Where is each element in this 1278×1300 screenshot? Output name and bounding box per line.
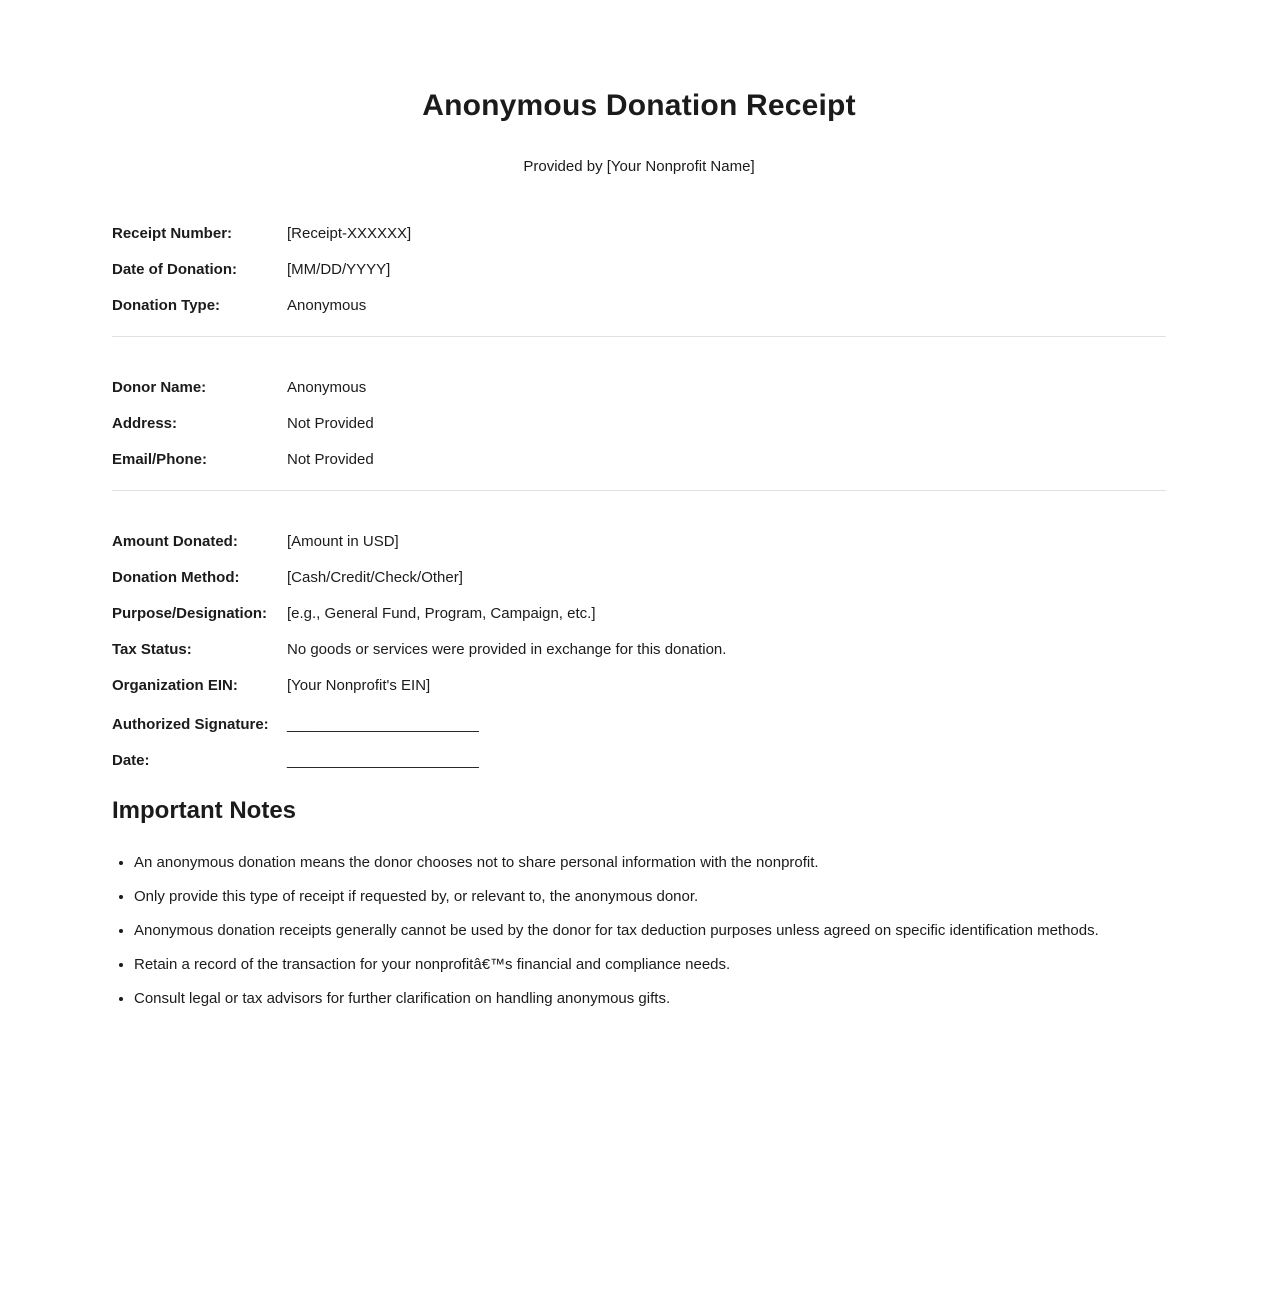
- field-value: [Cash/Credit/Check/Other]: [287, 569, 463, 586]
- field-value: [MM/DD/YYYY]: [287, 261, 391, 278]
- field-row-receipt-number: [112, 223, 1166, 244]
- notes-heading: Important Notes: [112, 797, 297, 824]
- field-row-donation-method: [112, 567, 1166, 588]
- field-row-email-phone: [112, 449, 1166, 470]
- note-item: • Anonymous donation receipts generally cannot be used by the donor for tax deduction purposes unless agreed on specific identification methods.: [134, 920, 1166, 941]
- field-value: Not Provided: [287, 415, 374, 432]
- field-label: Email/Phone:: [112, 451, 208, 468]
- page-title: Anonymous Donation Receipt: [422, 89, 856, 122]
- note-item: • Consult legal or tax advisors for further clarification on handling anonymous gifts.: [134, 988, 1166, 1009]
- section-divider: [112, 490, 1166, 491]
- field-value: Anonymous: [287, 297, 367, 314]
- field-row-organization-ein: [112, 675, 1166, 696]
- field-row-tax-status: [112, 639, 1166, 660]
- field-value: [e.g., General Fund, Program, Campaign, etc.]: [287, 605, 596, 622]
- field-label: Donation Type:: [112, 297, 221, 314]
- field-row-donation-type: [112, 295, 1166, 316]
- note-item: • An anonymous donation means the donor chooses not to share personal information with the nonprofit.: [134, 852, 1166, 873]
- section-divider: [112, 336, 1166, 337]
- field-row-amount-donated: [112, 531, 1166, 552]
- field-label: Address:: [112, 415, 178, 432]
- field-value: Anonymous: [287, 379, 367, 396]
- field-value: [Receipt-XXXXXX]: [287, 225, 412, 242]
- field-label: Authorized Signature:: [112, 716, 269, 733]
- field-value: No goods or services were provided in exchange for this donation.: [287, 641, 727, 658]
- note-item: • Only provide this type of receipt if requested by, or relevant to, the anonymous donor.: [134, 886, 1166, 907]
- field-row-authorized-signature: [112, 714, 1166, 735]
- field-row-purpose-designation: [112, 603, 1166, 624]
- field-label: Donation Method:: [112, 569, 240, 586]
- field-label: Purpose/Designation:: [112, 605, 268, 622]
- field-value: [Your Nonprofit's EIN]: [287, 677, 431, 694]
- field-label: Date:: [112, 752, 150, 769]
- field-label: Receipt Number:: [112, 225, 233, 242]
- field-label: Date of Donation:: [112, 261, 237, 278]
- signature-line: _______________________: [287, 716, 479, 733]
- field-row-signature-date: [112, 750, 1166, 771]
- field-row-date-of-donation: [112, 259, 1166, 280]
- donor-info-section: [112, 377, 1166, 470]
- field-value: [Amount in USD]: [287, 533, 399, 550]
- signature-line: _______________________: [287, 752, 479, 769]
- note-item: • Retain a record of the transaction for your nonprofitâ€™s financial and compliance needs.: [134, 954, 1166, 975]
- signature-section: [112, 714, 1166, 771]
- donation-details-section: [112, 531, 1166, 696]
- receipt-info-section: [112, 223, 1166, 316]
- page-subtitle: Provided by [Your Nonprofit Name]: [523, 158, 755, 175]
- field-label: Amount Donated:: [112, 533, 238, 550]
- field-label: Tax Status:: [112, 641, 192, 658]
- field-value: Not Provided: [287, 451, 374, 468]
- field-label: Organization EIN:: [112, 677, 238, 694]
- notes-list: [112, 852, 1166, 1009]
- field-row-donor-name: [112, 377, 1166, 398]
- field-label: Donor Name:: [112, 379, 207, 396]
- field-row-address: [112, 413, 1166, 434]
